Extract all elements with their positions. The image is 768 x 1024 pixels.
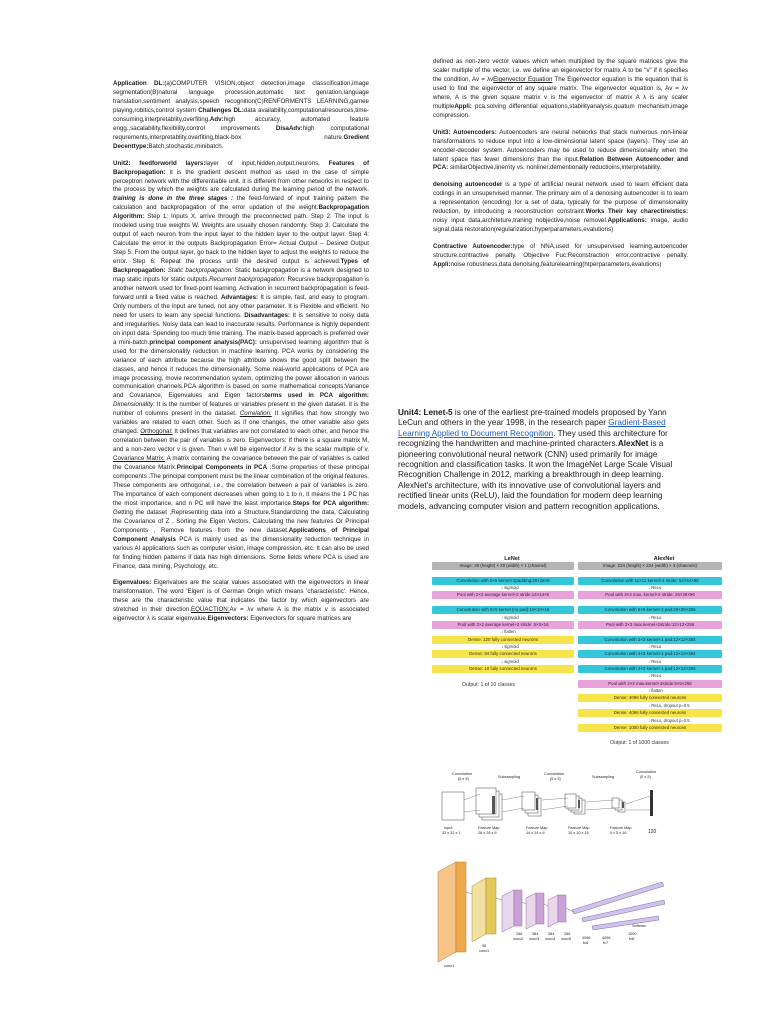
text-segment: defined as non-zero vector values which when multiplied by the square matrices give the scaler multiple of the vector, i.e. we define an eigenvector for matrix A to be "v" if it specifies the condition, Av = λv: [433, 58, 688, 83]
fc-bars: [650, 790, 653, 816]
text-segment: PCA is mainly used as the dimensionality reduction technique in various AI applications such as computer vision, image compression, etc. It can also be used for finding hidden patterns if data has high dimensions. Some fields where PCA is used are Finance, data mining, Psychology, etc.: [113, 535, 369, 570]
lenet-layer: Pool with 2×2 average kernel+2 stride:14×14×6: [432, 591, 574, 599]
alexnet-layer: Convolution with 3×3 kernel+1 pad:12×12×256: [578, 665, 722, 673]
alexnet-layer: Image: 224 (height) × 224 (width) × 3 (channels): [578, 562, 722, 570]
text-segment: type of NNA,used for unsupervised learning,autoencoder structure,contractive penalty. Objective Fuc:Reconstraction error,contractive penalty.: [433, 243, 688, 260]
text-segment: It defines that variables are not correlated to each other, and hence the correlation between the pair of variables is zero. Eigenvectors: If there is a square matrix M, and a non-zero vector v is given. Then v will be eigenvector if Av is the scalar multiple of v.: [113, 428, 369, 454]
alexnet-layer: Pool with 3×3 max.kernel+2stride:12×12×256: [578, 621, 722, 629]
feature-map-4-dim: 5 x 5 x 16: [610, 831, 627, 835]
section-heading: training is done in the three stages :: [113, 195, 234, 203]
alex-conv1-bottom-label: conv1: [444, 964, 455, 968]
section-heading: Unit4:: [398, 408, 422, 417]
alexnet-layer: Dense: 1000 fully connected neurons: [578, 724, 722, 732]
text-segment: It signifies that how strongly two variables are related to each other. Such as if one changes, the other variable also gets changed.: [113, 410, 369, 436]
alexnet-layer: Pool with 3×3 max. kernel+2 stride: 26×26×96: [578, 591, 722, 599]
activation-label: ↓ sigmoid: [501, 585, 519, 591]
alexnet-conv-figure: [432, 852, 677, 970]
paragraph-denoising: [433, 181, 688, 235]
lenet-layer: Dense: 120 fully connected neurons: [432, 636, 574, 644]
section-heading: Features of Backpropagation:: [113, 159, 370, 176]
alex-label-fc8: fc8: [629, 937, 635, 941]
text-segment: The Eigenvector equation is the equation that is used to find the eigenvector of any square matrix. The eigenvector equation is, Av = λv where, A is the given square matrix v is the eigenvector of matrix A λ is any scaler multiple: [433, 75, 688, 110]
lenet-layer: Image: 28 (height) × 28 (width) × 1 (channel): [432, 562, 574, 570]
section-heading: Appli:: [454, 102, 472, 110]
text-segment: layer of input,hidden,output,neurons.: [205, 159, 329, 167]
text-segment: Static backpropagation:: [165, 267, 233, 275]
activation-label: ↓ ReLu: [648, 614, 662, 620]
conv-kernel-1: (5 x 5): [458, 777, 469, 781]
activation-label: ↓ ReLu, dropout p=0.5: [648, 702, 690, 708]
paragraph-unit2: [113, 160, 369, 572]
alex-label-conv3: conv3: [529, 937, 540, 941]
alex-label-256a: 256: [516, 932, 523, 936]
section-heading: DisaAdv:: [275, 124, 303, 132]
feature-map-3: [565, 794, 585, 814]
alex-label-conv4: conv4: [545, 937, 556, 941]
text-segment: Recursive backpropagation is another network used for fixed-point learning. Activation in recurrent backpropagation is feed-forward until a fixed value is reached.: [113, 276, 370, 301]
alexnet-output-label: Output: 1 of 1000 classes: [610, 740, 669, 747]
section-heading: Contractive Autoencoder:: [433, 243, 513, 251]
alex-label-fc6: fc6: [583, 941, 589, 945]
section-heading: Applications:: [607, 217, 647, 225]
section-heading: Principal Components in PCA: [176, 464, 268, 472]
text-segment: Orthogonal:: [140, 428, 173, 436]
text-segment: noise robustness,data denoising,featurelearning(htperparameters,evalutions): [450, 261, 662, 269]
alex-label-384b: 384: [548, 932, 555, 936]
lenet-conv-sketch: [432, 770, 677, 850]
conv-label-1: Convolution: [452, 772, 473, 776]
section-heading: Lenet-5: [421, 408, 453, 417]
fc-blocks: [572, 882, 665, 930]
text-segment: Covariance Matrix:: [113, 455, 165, 463]
activation-label: ↓ flatten: [501, 629, 516, 635]
section-heading: Eigenvectors:: [207, 615, 249, 623]
text-segment: Dimensionality:: [113, 401, 155, 409]
right-column: [433, 58, 688, 270]
feature-map-1: [476, 788, 502, 820]
conv-kernel-3: (5 x 5): [640, 775, 651, 779]
lenet-title: LeNet: [504, 556, 520, 562]
conv-label-3: Convolution: [636, 770, 657, 774]
section-heading: Unit3: Autoencoders:: [433, 128, 497, 136]
alexnet-layer: Convolution with 3×3 kernel+1 pad:12×12×384: [578, 636, 722, 644]
activation-label: ↓ ReLu, dropout p=0.5: [648, 717, 690, 723]
alex-label-conv5: conv5: [561, 937, 572, 941]
alexnet-layer: Convolution with 3×3 kernel+1 pad:12×12×384: [578, 650, 722, 658]
alex-label-softmax: Softmax: [632, 924, 646, 928]
alexnet-layer: Pool with 3×3 max.kernel+2stride:5×5×256: [578, 680, 722, 688]
conv3-5-blocks: [502, 890, 566, 932]
alex-label-256b: 256: [564, 932, 571, 936]
section-heading: Application DL:: [113, 80, 165, 87]
text-segment: pca,solving differential equations,stabilityanalysis,quatum mechanism,image compression.: [433, 102, 688, 119]
paragraph-applications: [113, 80, 369, 152]
text-segment: Recurrent backpropagation:: [209, 276, 286, 284]
alex-label-96: 96: [482, 944, 487, 948]
section-heading: AlexNet: [617, 439, 649, 449]
section-heading: terms used in PCA algorithm:: [264, 392, 369, 400]
paragraph-contractive: [433, 243, 688, 270]
section-heading: Gredient Decenttype:: [113, 133, 369, 150]
conv1-block: [438, 862, 466, 962]
text-segment: is one of the earliest pre-trained models proposed by Yann LeCun and others in the year 1998, in the research paper: [398, 408, 667, 428]
feature-map-2: [522, 792, 541, 816]
text-segment: Static backpropagation is a network designed to map static inputs for static outputs.: [113, 267, 369, 284]
text-segment: Eigenvector Equation: [493, 75, 553, 83]
alex-label-fc7: fc7: [603, 941, 609, 945]
alex-label-conv1: conv1: [479, 949, 490, 953]
section-heading: Applications of Principal Component Analysis: [113, 526, 369, 543]
paper-link[interactable]: Gradient-Based Learning Applied to Document Recognition: [398, 418, 666, 438]
text-segment: it is the gradient descent method as used in the case of simple perceptron network with the differentiable unit. it is different from other networks in respect to the process by which the weights are calculated during the learning period of the network.: [113, 168, 369, 194]
text-segment: Autoencoders are neural networks that stack numerous non-linear transformations to reduce input into a low-dimensional latent space (layers). They use an encoder-decoder system. Autoencoders may be used to reduce dimensionality when the latent space has fewer dimensions than the input.: [433, 128, 688, 163]
subsampling-label-1: Subsampling: [498, 775, 520, 779]
text-segment: Eigenvalues are the scalar values associated with the eigenvectors in linear transformation. The word 'Eigen' is of German Origin which means 'characteristic'. Hence, these are the characteristic value that indicates the factor by which eigenvectors are stretched in their direction.: [113, 579, 369, 614]
activation-label: ↓ ReLu: [648, 673, 662, 679]
conv-kernel-2: (5 x 5): [550, 777, 561, 781]
lenet-layer: Convolution with 5×5 kernel+2padding:28×28×6: [432, 577, 574, 585]
activation-label: ↓ sigmoid: [501, 614, 519, 620]
lenet-conv-figure: [432, 770, 677, 850]
alexnet-layer: Dense: 4096 fully connected neurons: [578, 709, 722, 717]
subsampling-label-2: Subsampling: [592, 775, 614, 779]
text-segment: is a type of artificial neural network used to learn efficient data codings in an unsupervised manner. The primary aim of a denoising autoencoder is to learn a representation (encoding) for a set of data, typically for the purpose of dimensionality reduction, by introducing a reconstruction constraint.: [433, 181, 688, 216]
conv-label-2: Convolution: [544, 772, 565, 776]
section-heading: principal component analysis(PAC):: [149, 338, 257, 346]
fc-120-label: 120: [648, 829, 657, 835]
section-heading: denoising autoencoder: [433, 181, 503, 189]
section-heading: Advantages:: [220, 293, 259, 301]
lenet-layer: Dense: 84 fully connected neurons: [432, 650, 574, 658]
text-segment: high computational requrements,interpretablity,overfiting,black-box nature.: [113, 124, 369, 141]
feature-map-3-dim: 10 x 10 x 16: [568, 831, 589, 835]
activation-label: ↓ ReLu: [648, 658, 662, 664]
text-segment: noisy input data,architeture,traning nobjective,noise removel.: [433, 217, 608, 225]
lenet-layer: Convolution with 5×5 kernel (no pad):10×10×16: [432, 606, 574, 614]
section-heading: Steps for PCA algorithm:: [292, 499, 369, 507]
feature-map-1-dim: 28 x 28 x 6: [478, 831, 497, 835]
lenet-layer: Pool with 2×2 average kernel+2 stride: 5×5×16: [432, 621, 574, 629]
lenet-alexnet-diagram: [432, 556, 722, 768]
feature-map-2-label: Feature Map: [526, 826, 548, 830]
activation-label: ↓ ReLu: [648, 585, 662, 591]
text-segment: is a pioneering convolutional neural network (CNN) used primarily for image recognition and classification tasks. It won the ImageNet Large Scale Visual Recognition Challenge in 2012, marking a breakthrough in deep learning. AlexNet's architecture, with its innovative use of convolutional layers and rectified linear units (ReLU), laid the foundation for modern deep learning models, advancing computer vision and pattern recognition applications.: [398, 439, 673, 511]
text-segment: It is simple, fast, and easy to program. Only numbers of the input are tuned, not any other parameter. It is Flexible and efficient. No need for users to learn any special functions.: [113, 293, 369, 319]
text-segment: image, audio signal,data restoration(regularization,hyperparameters,evalutions): [433, 217, 688, 234]
section-heading: Challenges DL:: [198, 106, 244, 114]
conv2-block: [472, 878, 496, 942]
text-segment: EQUACTION:: [190, 606, 230, 614]
alex-label-384a: 384: [532, 932, 539, 936]
text-segment: It is the number of features or variables present in the given dataset. it is the number of columns present in the dataset.: [113, 401, 369, 418]
text-segment: data availability,computationalresources,time-consuming,interpretablity,overfiting.: [113, 106, 369, 123]
text-segment: the feed-forward of input training pattern the calculation and backpropagation of the error updation of the weight.: [113, 195, 369, 212]
paragraph-unit3: [433, 129, 688, 174]
section-heading: Works Their key charectireistics:: [585, 208, 689, 216]
section-heading: Eigenvalues:: [113, 579, 152, 587]
feature-map-3-label: Feature Map: [568, 826, 590, 830]
activation-label: ↓ sigmoid: [501, 644, 519, 649]
text-segment: It is sensitive to noisy data and irregularities. Noisy data can lead to inaccurate results. Performance is highly dependent on input data. Spending too much time training. The matrix-based approach is preferred over a mini-batch.: [113, 311, 369, 346]
text-segment: :Some properties of these principal components :The principal component must be the linear combination of the original features. These components are orthogonal, i.e., the correlation between a pair of variables is zero. The importance of each component decreases when going to 1 to n, it means the 1 PC has the most importance, and n PC will have the least importance.: [113, 464, 369, 507]
text-segment: Correlation:: [239, 410, 272, 418]
text-segment: . They used this architecture for recognizing the handwritten and machine-printed characters.: [398, 428, 668, 449]
section-heading: Backpropagation Algorithm:: [113, 204, 369, 221]
text-segment: Eigenvectors for square matrices are: [248, 615, 352, 623]
text-segment: high accuracy, automated feature engg.,sacalability,flexibility,control improvements: [113, 115, 369, 132]
feature-map-4-label: Feature Map: [610, 826, 632, 830]
alexnet-title: AlexNet: [653, 556, 675, 562]
activation-label: ↓ flatten: [648, 688, 663, 694]
paragraph-unit4: [398, 408, 688, 512]
input-label: Input: [444, 826, 453, 830]
section-heading: Disadvantages:: [244, 311, 290, 319]
alexnet-conv-sketch: [432, 852, 677, 970]
text-segment: unsupervised learning algorithm that is used for the dimensionality reduction in machine learning. PCA works by considering the variance of each attribute because the high attribute shows the good split between the classes, and hence it reduces the dimensionality. Some real-world applications of PCA are image processing, movie recommendation system, optimizing the power allocation in various communication channels.PCA algorithm is based on some mathematical concepts:Variance and Covariance, Eigenvalues and Eigen factors: [113, 338, 370, 400]
alexnet-layer: Convolution with 5×5 kernel+2 pad:26×26×256: [578, 606, 722, 614]
alex-label-1000: 1000: [628, 932, 637, 936]
alex-label-4096a: 4096: [582, 936, 591, 940]
text-segment: Av = λv where A is the matrix v is associated eigenvector λ is scalar eigenvalue.: [113, 606, 369, 623]
feature-map-1-label: Feature Map: [478, 826, 500, 830]
alex-label-conv2: conv2: [513, 937, 524, 941]
input-dim-label: 32 x 32 x 1: [442, 831, 461, 835]
lenet-layer: Dense: 10 fully connected neurons: [432, 665, 574, 673]
alexnet-layer: Dense: 4096 fully connected neurons: [578, 694, 722, 702]
alexnet-layer: Convolution with 11×11 kernel+4 stride: 54×54×96: [578, 577, 722, 585]
section-heading: Appli:: [433, 261, 451, 269]
text-segment: A matrix containing the covariance between the pair of variables is called the Covariance Matrix.: [113, 455, 369, 472]
activation-label: ↓ ReLu: [648, 644, 662, 649]
text-segment: Getting the dataset ,Representing data into a Structure,Standardizing the data, Calculating the Covariance of Z , Sorting the Eigen Vectors, Calculating the new features Or Principal Components , Remove features from the new dataset.: [113, 508, 369, 534]
section-heading: Relation Between Autoencoder and PCA:: [433, 155, 688, 172]
feature-map-2-dim: 14 x 14 x 6: [526, 831, 545, 835]
paragraph-eigenvalues: [113, 579, 369, 624]
section-heading: Unit2: feedforworld layers:: [113, 159, 206, 167]
input-plane: [442, 792, 464, 820]
text-segment: Step 1: Inputs X, arrive through the preconnected path. Step 2: The input is modeled using true weights W. Weights are usually chosen randomly. Step 3: Calculate the output of each neuron from the input layer to the hidden layer to the output layer. Step 4: Calculate the error in the outputs Backpropagation Error= Actual Output – Desired Output Step 5: From the output layer, go back to the hidden layer to adjust the weights to reduce the error. Step 6: Repeat the process until the desired output is achieved.: [113, 213, 369, 266]
paragraph-eigenvectors: [433, 58, 688, 121]
section-heading: Adv:: [209, 115, 224, 123]
text-segment: Batch,stochastic,minibatch.: [148, 142, 224, 150]
left-column: [113, 80, 369, 624]
section-heading: Types of Backpropagation:: [113, 258, 369, 275]
lenet-output-label: Output: 1 of 10 classes: [462, 681, 516, 688]
text-segment: (a)COMPUTER VISION,object detection,image classcification,image segmentation(B)natural language procession,automatic text genration,language translation,sentiment analysis,speech recognition(C)RENFORMENTS LEARNING,gamee playing,robitics,control system: [113, 80, 369, 114]
alex-label-4096b: 4096: [602, 936, 611, 940]
activation-label: ↓ sigmoid: [501, 658, 519, 664]
text-segment: similarObjective,linerrity vs. nonliner,dementionally reductioins,interpretability.: [448, 164, 662, 172]
